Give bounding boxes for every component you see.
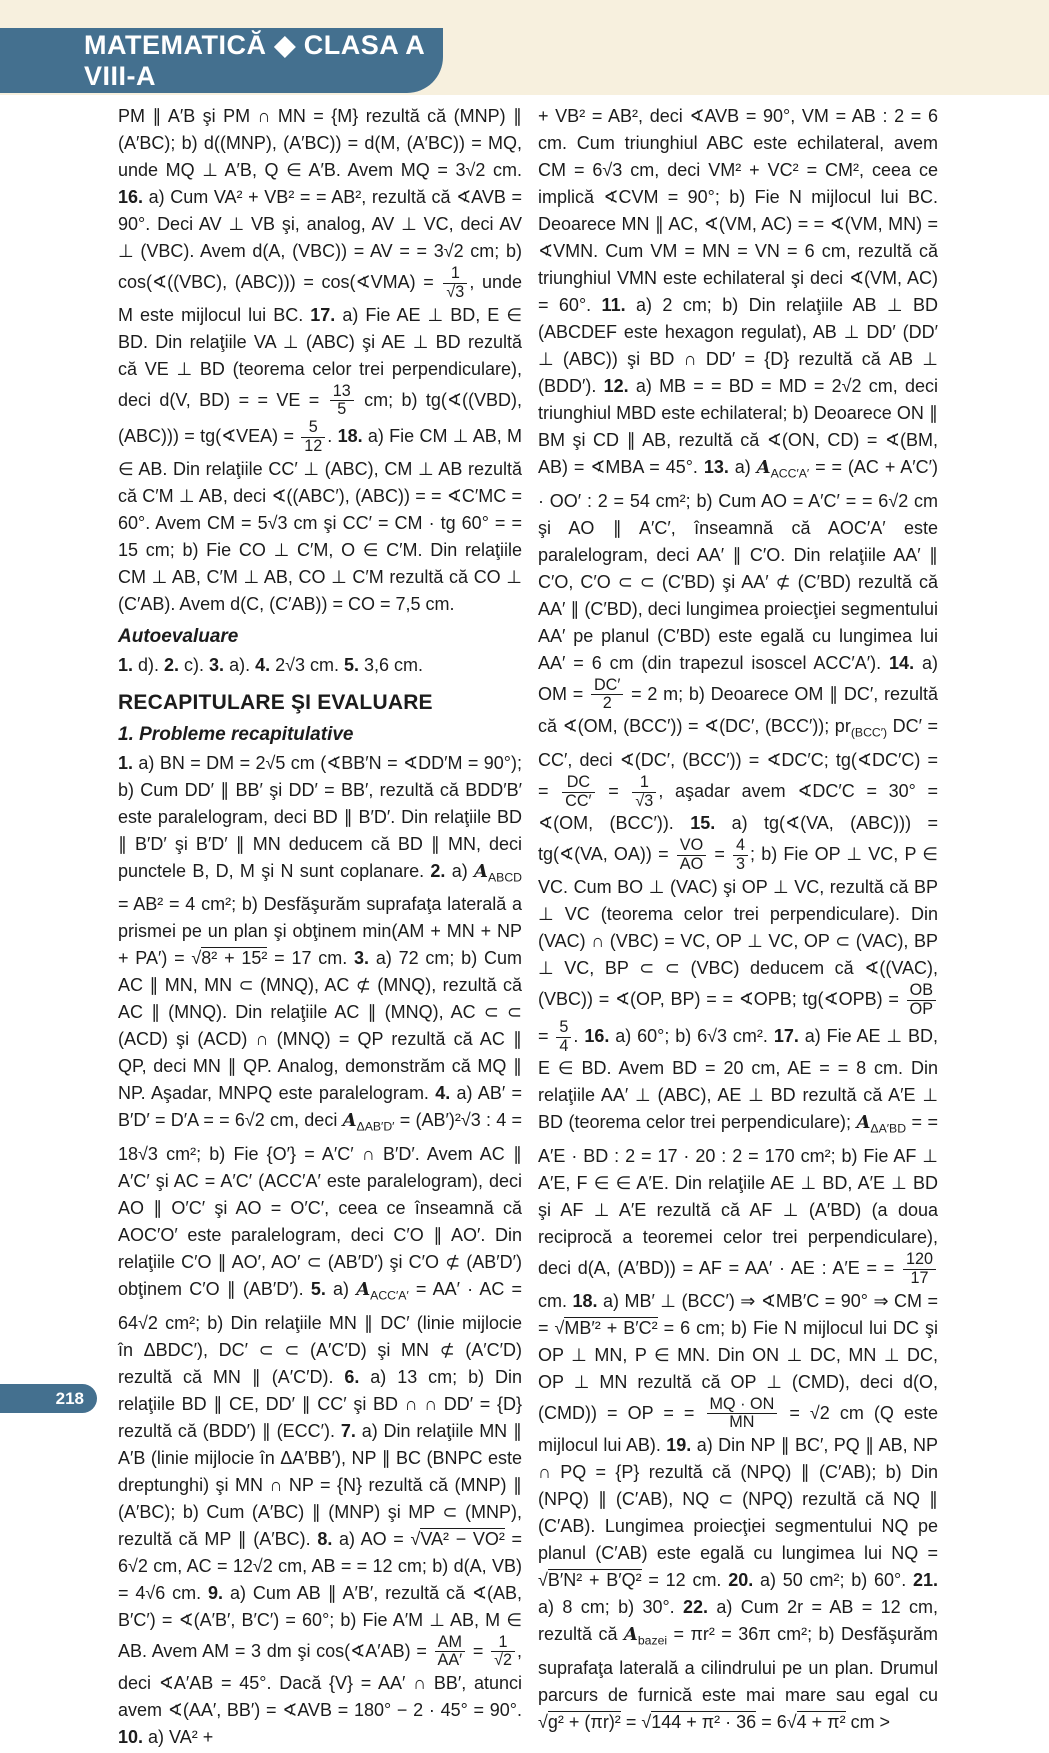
radical-expression: √8² + 15² — [191, 948, 268, 969]
text-run: = AA′ · AC = 64√2 cm²; b) Din relaţiile MN ∥ DC′ (linie mijlocie în ΔBDC′), DC′ ⊂ ⊂ (A′C′D) şi MN ⊄ (A′C′D) rezultă că MN ∥ (A′C′D). — [118, 1279, 522, 1387]
text-run: = — [538, 1025, 555, 1046]
problem-number: 3. — [354, 948, 376, 969]
subscript: bazei — [637, 1633, 668, 1648]
problem-number: 22. — [683, 1597, 717, 1618]
script-area-symbol: A — [356, 1279, 371, 1301]
text-run: = — [620, 1711, 642, 1732]
fraction: $\frac{13}{5}$ — [330, 383, 354, 420]
text-run: , deci ∢A′AB = 45°. Dacă {V} = AA′ ∩ BB′, atunci avem ∢(AA′, BB′) = ∢AVB = 180° − 2 · 45° = 90°. — [118, 1640, 523, 1721]
script-area-symbol: A — [623, 1624, 638, 1646]
fraction: $\frac{4}{3}$ — [733, 837, 748, 874]
text-run: = 17 cm. — [267, 948, 355, 969]
text-run: a) Cum VA² + VB² = = AB², rezultă că ∢AVB = 90°. Deci AV ⊥ VB şi, analog, AV ⊥ VC, deci AV ⊥ (VBC). Avem d(A, (VBC)) = AV = = 3√2 cm; b) cos(∢((VBC), (ABC))) = cos(∢VMA) = — [118, 187, 522, 293]
text-run: a) 2 cm; b) Din relaţiile AB ⊥ BD (ABCDEF este hexagon regulat), AB ⊥ DD′ (DD′ ⊥ (ABC)) şi BD ∩ DD′ = {D} rezultă că AB ⊥ (BDD′). — [538, 295, 938, 396]
problem-number: 18. — [337, 426, 368, 447]
subscript: ACC′A′ — [770, 466, 810, 481]
script-area-symbol: A — [856, 1112, 871, 1134]
right-text-column — [538, 103, 938, 1738]
subscript: ABCD — [488, 870, 522, 885]
subscript: (BCC′) — [850, 725, 888, 740]
text-run: a) — [333, 1279, 357, 1300]
text-run: a) AB′ = B′D′ = D′A = = 6√2 cm, deci — [118, 1083, 522, 1131]
text-run: 2√3 cm. — [275, 654, 344, 675]
page-title: MATEMATICĂ ◆ CLASA A VIII-A — [84, 29, 425, 91]
text-run: a) Fie CM ⊥ AB, M ∈ AB. Din relaţiile CC′ ⊥ (ABC), CM ⊥ AB rezultă că C′M ⊥ AB, deci ∢((ABC′), (ABC)) = = ∢C′MC = 60°. Avem CM = 5√3 cm şi CC′ = CM · tg 60° = = 15 cm; b) Fie CO ⊥ C′M, O ∈ C′M. Din relaţiile CM ⊥ AB, C′M ⊥ AB, CO ⊥ C′M rezultă că CO ⊥ (C′AB). Avem d(C, (C′AB)) = CO = 7,5 cm. — [118, 426, 522, 614]
text-run: a) Cum AB ∥ A′B′, rezultă că ∢(AB, B′C′) = ∢(A′B′, B′C′) = 60°; b) Fie A′M ⊥ AB, M ∈ AB. Avem AM = 3 dm şi cos(∢A′AB) = — [118, 1582, 522, 1661]
text-run: a) tg(∢(VA, (ABC))) = tg(∢(VA, OA)) = — [538, 813, 939, 865]
solution-paragraph — [118, 103, 522, 618]
fraction: $\frac{1}{√3}$ — [632, 774, 656, 811]
subscript: ΔAB′D′ — [356, 1120, 395, 1135]
text-run: RECAPITULARE ŞI EVALUARE — [118, 690, 433, 714]
problem-number: 7. — [340, 1420, 362, 1441]
text-run: Autoevaluare — [118, 625, 239, 647]
header-banner — [0, 28, 443, 93]
fraction: $\frac{5}{4}$ — [556, 1019, 571, 1056]
page-number: 218 — [55, 1388, 84, 1408]
script-area-symbol: A — [756, 457, 771, 478]
page-number-badge — [0, 1384, 97, 1413]
problem-number: 5. — [310, 1279, 334, 1300]
text-run: a) Fie AE ⊥ BD, E ∈ BD. Din relaţiile VA ⊥ (ABC) şi AE ⊥ BD rezultă că VE ⊥ BD (teorema celor trei perpendiculare), deci d(V, BD) = = VE = — [118, 304, 522, 410]
problem-number: 8. — [317, 1528, 339, 1549]
radical-expression: √VA² − VO² — [410, 1528, 505, 1549]
section-heading — [118, 689, 522, 716]
text-run: 1. Probleme recapitulative — [118, 723, 354, 745]
text-run: a) VA² + — [148, 1727, 214, 1748]
text-run: a) 50 cm²; b) 60°. — [759, 1570, 913, 1591]
problem-number: 18. — [572, 1290, 603, 1311]
problem-number: 17. — [310, 304, 343, 325]
solution-paragraph — [538, 103, 938, 1736]
left-text-column — [118, 103, 522, 1753]
fraction: $\frac{DC'}{2}$ — [591, 677, 623, 714]
text-run: cm. — [538, 1290, 573, 1311]
problem-number: 12. — [603, 376, 636, 396]
text-run: a) BN = DM = 2√5 cm (∢BB′N = ∢DD′M = 90°); b) Cum DD′ ∥ BB′ şi DD′ = BB′, rezultă că BDD′B′ este paralelogram, deci BD ∥ B′D′. Din relaţiile BD ∥ B′D′ şi B′D′ ∥ MN deducem că BD ∥ MN, deci punctele B, D, M şi N sunt coplanare. — [118, 752, 522, 881]
problem-number: 4. — [255, 654, 276, 675]
text-run: a) 13 cm; b) Din relaţiile BD ∥ CE, DD′ ∥ CC′ şi BD ∩ ∩ DD′ = {D} rezultă că (BDD′) ∥ (ECC′). — [118, 1366, 522, 1441]
fraction: $\frac{VO}{AO}$ — [677, 837, 706, 874]
problem-number: 14. — [889, 652, 922, 673]
fraction: $\frac{5}{12}$ — [301, 419, 325, 456]
text-run: a) Fie AE ⊥ BD, E ∈ BD. Avem BD = 20 cm, AE = = 8 cm. Din relaţiile AA′ ⊥ (ABC), AE ⊥ BD rezultă că A′E ⊥ BD (teorema celor trei perpendiculare); — [538, 1025, 939, 1133]
script-area-symbol: A — [474, 860, 488, 882]
radical-expression: √144 + π² · 36 — [641, 1711, 757, 1732]
section-heading — [118, 623, 522, 650]
radical-expression: √MB′² + B′C² — [554, 1317, 658, 1338]
text-run: a) Cum 2r = AB = 12 cm, rezultă că — [538, 1597, 938, 1645]
problem-number: 9. — [208, 1582, 230, 1603]
script-area-symbol: A — [342, 1110, 357, 1132]
section-heading — [118, 721, 522, 748]
problem-number: 4. — [435, 1083, 457, 1104]
text-run: = πr² = 36π cm²; b) Desfăşurăm suprafaţa laterală a cilindrului pe un plan. Drumul parcurs de furnică este mai mare sau egal cu — [538, 1624, 938, 1705]
problem-number: 2. — [430, 860, 452, 881]
text-run: = 6√2 cm, AC = 12√2 cm, AB = = 12 cm; b) d(A, VB) = 4√6 cm. — [118, 1528, 523, 1603]
text-run: PM ∥ A′B şi PM ∩ MN = {M} rezultă că (MNP) ∥ (A′BC); b) d((MNP), (A′BC)) = d(M, (A′BC)) = MQ, unde MQ ⊥ A′B, Q ∈ A′B. Avem MQ = 3√2 cm. — [118, 106, 522, 180]
problem-number: 5. — [344, 654, 365, 675]
text-run: cm > — [845, 1711, 891, 1732]
text-run: a) Din relaţiile MN ∥ A′B (linie mijlocie în ΔA′BB′), NP ∥ BC (BNPC este dreptunghi) şi MN ∩ NP = {N} rezultă că (MNP) ∥ (A′BC); b) Cum (A′BC) ∥ (MNP) şi MP ⊂ (MNP), rezultă că MP ∥ (A′BC). — [118, 1420, 522, 1549]
problem-number: 21. — [912, 1570, 938, 1591]
text-run: = — [596, 780, 631, 801]
text-run: , unde M este mijlocul lui BC. — [118, 272, 523, 325]
radical-expression: √g² + (πr)² — [538, 1711, 621, 1732]
text-run: + VB² = AB², deci ∢AVB = 90°, VM = AB : 2 = 6 cm. Cum triunghiul ABC este echilateral, avem CM = 6√3 cm, deci VM² + VC² = CM², ceea ce implică ∢CVM = 90°; b) Fie N mijlocul lui BC. Deoarece MN ∥ AC, ∢(VM, AC) = = ∢(VM, MN) = ∢VMN. Cum VM = MN = VN = 6 cm, rezultă că triunghiul VMN este echilateral şi deci ∢(VM, AC) = 60°. — [538, 106, 938, 315]
text-run: a) — [734, 457, 757, 477]
text-run: , aşadar avem ∢DC′C = 30° = ∢(OM, (BCC′)). — [538, 780, 938, 834]
fraction: $\frac{AM}{AA'}$ — [435, 1634, 466, 1671]
fraction: $\frac{120}{17}$ — [903, 1251, 936, 1288]
problem-number: 17. — [773, 1025, 805, 1046]
text-run: DC′ = CC′, deci ∢(DC′, (BCC′)) = ∢DC′C; tg(∢DC′C) = = — [538, 716, 939, 801]
fraction: $\frac{1}{√2}$ — [491, 1634, 515, 1671]
problem-number: 16. — [118, 187, 149, 207]
fraction: $\frac{1}{√3}$ — [443, 265, 467, 302]
fraction: $\frac{OB}{OP}$ — [907, 982, 936, 1019]
problem-number: 1. — [118, 654, 139, 675]
problem-number: 13. — [703, 457, 735, 477]
text-run: a) 60°; b) 6√3 cm². — [615, 1025, 774, 1046]
radical-expression: √B′N² + B′Q² — [538, 1570, 642, 1591]
text-run: = AB² = 4 cm²; b) Desfăşurăm suprafaţa laterală a prismei pe un plan şi obţinem min(AM + MN + NP + PA′) = — [118, 894, 522, 969]
text-run: a) MB′ ⊥ (BCC′) ⇒ ∢MB′C = 90° ⇒ CM = = — [538, 1290, 938, 1338]
text-run: = = A′E · BD : 2 = 17 · 20 : 2 = 170 cm²; b) Fie AF ⊥ A′E, F ∈ ∈ A′E. Din relaţiile AE ⊥ BD, A′E ⊥ BD şi AF ⊥ A′E rezultă că AF ⊥ (A′BD) (a doua reciprocă a teoremei celor trei perpendiculare), deci d(A, (A′BD)) = AF = AA′ · AE : A′E = = — [538, 1112, 938, 1278]
solution-paragraph — [118, 750, 522, 1751]
fraction: $\frac{DC}{CC'}$ — [562, 774, 594, 811]
text-run: = 6 cm; b) Fie N mijlocul lui DC şi OP ⊥ MN, P ∈ MN. Din ON ⊥ DC, MN ⊥ DC, OP ⊥ MN rezultă că OP ⊥ (CMD), deci d(O, (CMD)) = OP = = — [538, 1317, 938, 1423]
text-run: a). — [229, 654, 256, 675]
text-run: a) MB = = BD = MD = 2√2 cm, deci triunghiul MBD este echilateral; b) Deoarece ON ∥ BM şi CD ∥ AB, rezultă că ∢(ON, CD) = ∢(BM, AB) = ∢MBA = 45°. — [538, 376, 938, 477]
text-run: = = (AC + A′C′) · OO′ : 2 = 54 cm²; b) Cum AO = A′C′ = = 6√2 cm şi AO ∥ A′C′, înseamnă că AOC′A′ este paralelogram, deci AA′ ∥ C′O. Din relaţiile AA′ ∥ C′O, C′O ⊂ ⊂ (C′BD) şi AA′ ⊄ (C′BD) rezultă că AA′ ∥ (C′BD), deci lungimea proiecţiei segmentului AA′ pe planul (C′BD) este egală cu lungimea lui AA′ = 6 cm (din trapezul isoscel ACC′A′). — [538, 457, 938, 673]
text-run: = 6 — [756, 1711, 787, 1732]
fraction: $\frac{MQ \cdot ON}{MN}$ — [707, 1396, 778, 1433]
text-run: = (AB′)²√3 : 4 = 18√3 cm²; b) Fie {O′} = A′C′ ∩ B′D′. Avem AC ∥ A′C′ şi AC = A′C′ (ACC′A′ este paralelogram), deci AO ∥ O′C′ şi AO = O′C′, ceea ce înseamnă că AOC′O′ este paralelogram, deci C′O ∥ AO′. Din relaţiile C′O ∥ AO′, AO′ ⊂ (AB′D′) şi C′O ⊄ (AB′D′) obţinem C′O ∥ (AB′D′). — [118, 1110, 522, 1300]
text-run: a) Din NP ∥ BC′, PQ ∥ AB, NP ∩ PQ = {P} rezultă că (NPQ) ∥ (C′AB); b) Din (NPQ) ∥ (C′AB), NQ ⊂ (NPQ) rezultă că NQ ∥ (C′AB). Lungimea proiecţiei segmentului NQ pe planul (C′AB) este egală cu lungimea lui NQ = — [538, 1435, 938, 1564]
text-run: 3,6 cm. — [364, 654, 424, 675]
text-run: . — [327, 426, 338, 447]
solution-paragraph — [118, 652, 522, 679]
problem-number: 16. — [584, 1025, 616, 1046]
problem-number: 2. — [164, 654, 185, 675]
text-run: = 12 cm. — [641, 1570, 729, 1591]
problem-number: 11. — [601, 295, 636, 315]
text-run: = — [708, 844, 732, 865]
text-run: . — [573, 1025, 585, 1046]
text-run: = 2 m; b) Deoarece OM ∥ DC′, rezultă că ∢(OM, (BCC′)) = ∢(DC′, (BCC′)); pr — [538, 683, 938, 737]
text-run: c). — [184, 654, 210, 675]
text-run: a) 72 cm; b) Cum AC ∥ MN, MN ⊂ (MNQ), AC ⊄ (MNQ), rezultă că AC ∥ (MNQ). Din relaţiile AC ∥ (MNQ), AC ⊂ ⊂ (ACD) şi (ACD) ∩ (MNQ) = QP rezultă că AC ∥ QP, deci MN ∥ QP. Analog, demonstrăm că MQ ∥ NP. Aşadar, MNPQ este paralelogram. — [118, 948, 522, 1104]
problem-number: 15. — [690, 813, 732, 834]
problem-number: 20. — [728, 1570, 760, 1591]
text-run: d). — [138, 654, 165, 675]
problem-number: 19. — [666, 1435, 697, 1456]
problem-number: 6. — [344, 1366, 371, 1387]
text-run: a) — [451, 860, 475, 881]
problem-number: 10. — [118, 1727, 149, 1748]
problem-number: 3. — [209, 654, 230, 675]
text-run: a) 8 cm; b) 30°. — [538, 1597, 684, 1618]
subscript: ΔA′BD — [870, 1121, 907, 1136]
radical-expression: √4 + π² — [786, 1711, 846, 1732]
subscript: ACC′A′ — [370, 1288, 409, 1303]
problem-number: 1. — [118, 752, 139, 773]
text-run: cm; b) tg(∢((VBD), (ABC))) = tg(∢VEA) = — [118, 389, 522, 447]
text-run: a) OM = — [538, 652, 938, 704]
text-run: a) AO = — [339, 1528, 411, 1549]
text-run: = √2 cm (Q este mijlocul lui AB). — [538, 1402, 938, 1456]
text-run: = — [467, 1640, 490, 1661]
text-run: ; b) Fie OP ⊥ VC, P ∈ VC. Cum BO ⊥ (VAC) şi OP ⊥ VC, rezultă că BP ⊥ VC (teorema celor trei perpendiculare). Din (VAC) ∩ (VBC) = VC, OP ⊥ VC, OP ⊂ (VAC), BP ⊥ VC, BP ⊂ ⊂ (VBC) deducem că ∢((VAC), (VBC)) = ∢(OP, BP) = = ∢OPB; tg(∢OPB) = — [538, 844, 938, 1010]
